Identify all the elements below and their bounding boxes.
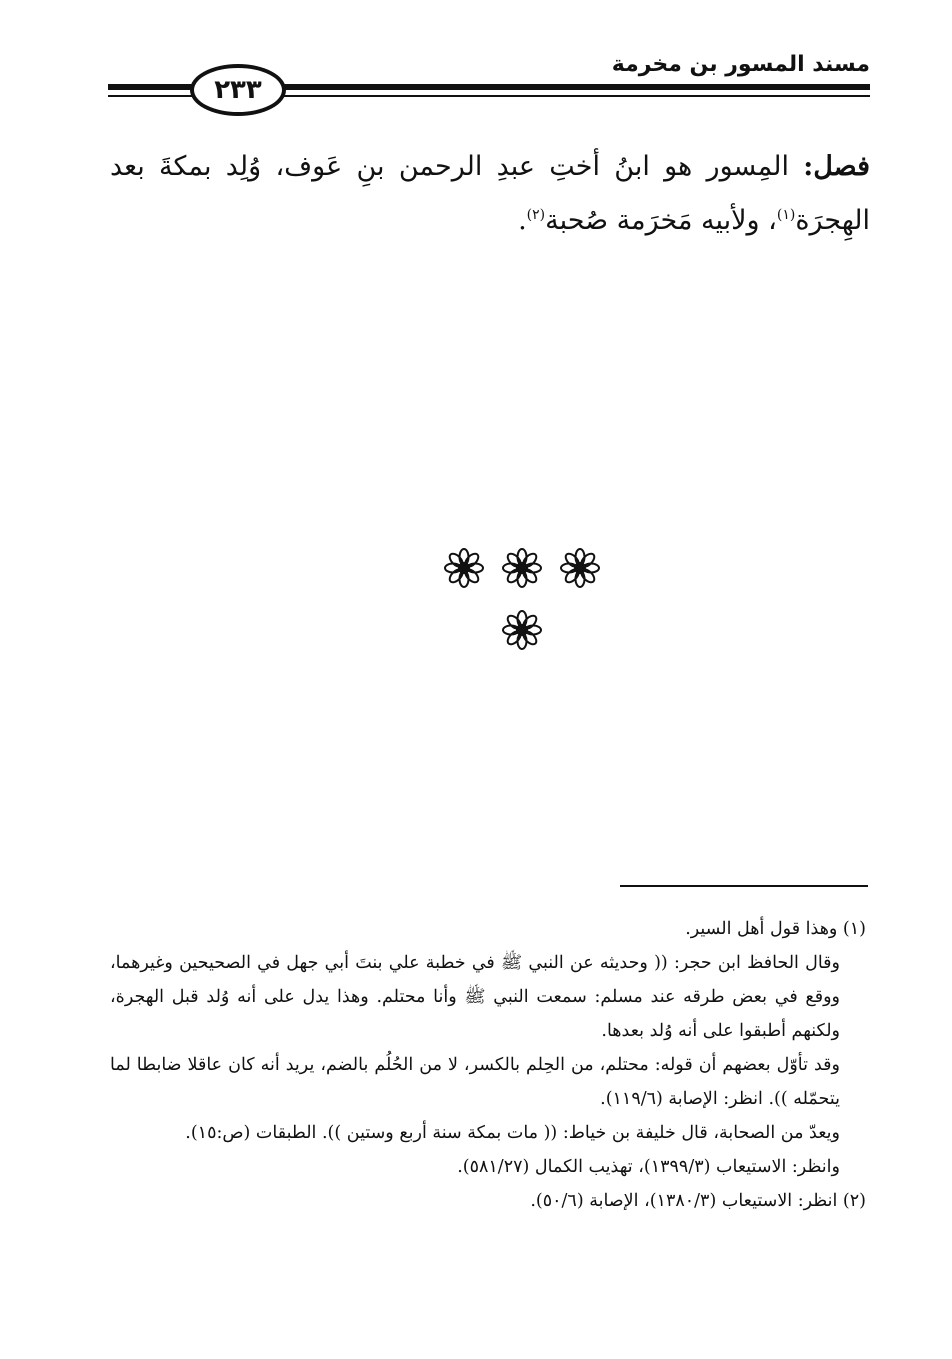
footnote-1-para-4: وانظر: الاستيعاب (١٣٩٩/٣)، تهذيب الكمال (٥٨١/٢٧). [457,1157,840,1177]
main-text-part1: المِسور هو ابنُ أختِ عبدِ الرحمن بنِ عَوف، وُلِد بمكةَ بعد الهِجرَة [110,151,870,236]
main-text-part2: ، ولأبيه مَخرَمة صُحبة [545,205,777,236]
footnote-1-para-3: ويعدّ من الصحابة، قال خليفة بن خياط: (( مات بمكة سنة أربع وستين )). الطبقات (ص:١٥). [185,1123,840,1143]
main-paragraph [110,140,870,248]
flower-ornament-icon [560,548,600,588]
footnote-1-para-1: وقال الحافظ ابن حجر: (( وحديثه عن النبي ﷺ في خطبة علي بنتَ أبي جهل في الصحيحين وغيرهما، ووقع في بعض طرقه عند مسلم: سمعت النبي ﷺ وأنا محتلم. وهذا يدل على أنه وُلد قبل الهجرة، ولكنهم أطبقوا على أنه وُلد بعدها. [110,953,840,1041]
flower-ornament-icon [444,548,484,588]
footnote-ref-2[interactable]: (٢) [526,207,546,223]
main-text-end: . [518,205,527,236]
flower-ornament-icon [502,548,542,588]
footnote-separator [620,885,868,887]
footnote-ref-1[interactable]: (١) [776,207,796,223]
flower-ornament-icon [502,610,542,650]
ornament-group [436,548,616,658]
page-number: ٢٣٣ [190,64,286,116]
footnote-1-intro: (١) وهذا قول أهل السير. [685,919,866,939]
section-lead: فصل: [803,151,870,182]
running-title: مسند المسور بن مخرمة [611,52,870,77]
footnote-2: (٢) انظر: الاستيعاب (١٣٨٠/٣)، الإصابة (٥٠/٦). [530,1191,866,1211]
footnotes [110,912,866,1218]
footnote-1-para-2: وقد تأوّل بعضهم أن قوله: محتلم، من الحِلم بالكسر، لا من الحُلُم بالضم، يريد أنه كان عاقلا ضابطا لما يتحمّله )). انظر: الإصابة (١١٩/٦). [110,1055,840,1109]
